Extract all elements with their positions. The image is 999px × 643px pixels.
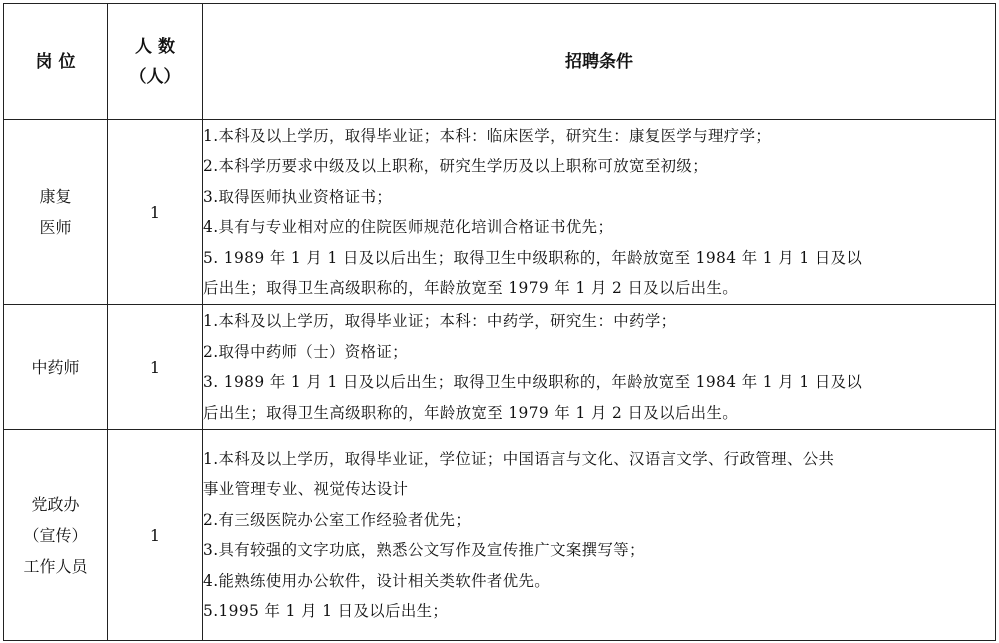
count-cell: 1 (108, 430, 203, 641)
position-line: 医师 (39, 218, 72, 237)
table-row (4, 430, 996, 641)
conditions-cell (203, 430, 996, 641)
condition-line: 事业管理专业、视觉传达设计 (203, 480, 409, 498)
condition-line: 3. 1989 年 1 月 1 日及以后出生；取得卫生中级职称的，年龄放宽至 1984 年 1 月 1 日及以 (203, 373, 863, 391)
position-line: 工作人员 (23, 556, 88, 576)
position-line: 康复 (39, 187, 72, 206)
condition-line: 5. 1989 年 1 月 1 日及以后出生；取得卫生中级职称的，年龄放宽至 1984 年 1 月 1 日及以 (203, 248, 863, 267)
header-position-label: 岗 位 (35, 51, 76, 72)
count-cell: 1 (108, 305, 203, 430)
condition-line: 1.本科及以上学历，取得毕业证；本科：临床医学，研究生：康复医学与理疗学； (203, 126, 772, 145)
table-row (4, 305, 996, 430)
condition-line: 后出生；取得卫生高级职称的，年龄放宽至 1979 年 1 月 2 日及以后出生。 (203, 403, 739, 422)
position-cell (4, 430, 108, 641)
condition-line: 5.1995 年 1 月 1 日及以后出生； (203, 602, 449, 620)
table-header-row (4, 4, 996, 120)
header-conditions-label: 招聘条件 (565, 51, 633, 72)
conditions-cell (203, 305, 996, 430)
recruitment-table (3, 3, 996, 641)
position-line: 中药师 (31, 357, 80, 377)
condition-line: 2.取得中药师（士）资格证； (203, 342, 408, 361)
condition-line: 3.取得医师执业资格证书； (203, 187, 393, 206)
condition-line: 4.能熟练使用办公软件，设计相关类软件者优先。 (203, 571, 551, 590)
condition-line: 4.具有与专业相对应的住院医师规范化培训合格证书优先； (203, 218, 614, 236)
position-line: 党政办 (31, 494, 80, 514)
condition-line: 1.本科及以上学历，取得毕业证，学位证；中国语言与文化、汉语言文学、行政管理、公共 (203, 449, 835, 468)
header-count (108, 4, 203, 120)
header-count-line2: （人） (129, 66, 181, 87)
position-cell (4, 120, 108, 305)
table-row (4, 120, 996, 305)
header-position (4, 4, 108, 120)
condition-line: 2.有三级医院办公室工作经验者优先； (203, 510, 472, 529)
position-cell (4, 305, 108, 430)
position-line: （宣传） (23, 525, 88, 545)
header-conditions (203, 4, 996, 120)
conditions-cell (203, 120, 996, 305)
condition-line: 后出生；取得卫生高级职称的，年龄放宽至 1979 年 1 月 2 日及以后出生。 (203, 279, 739, 297)
condition-line: 2.本科学历要求中级及以上职称，研究生学历及以上职称可放宽至初级； (203, 157, 708, 175)
condition-line: 3.具有较强的文字功底，熟悉公文写作及宣传推广文案撰写等； (203, 541, 645, 559)
condition-line: 1.本科及以上学历，取得毕业证；本科：中药学，研究生：中药学； (203, 312, 677, 330)
count-cell: 1 (108, 120, 203, 305)
header-count-line1: 人 数 (135, 36, 175, 57)
